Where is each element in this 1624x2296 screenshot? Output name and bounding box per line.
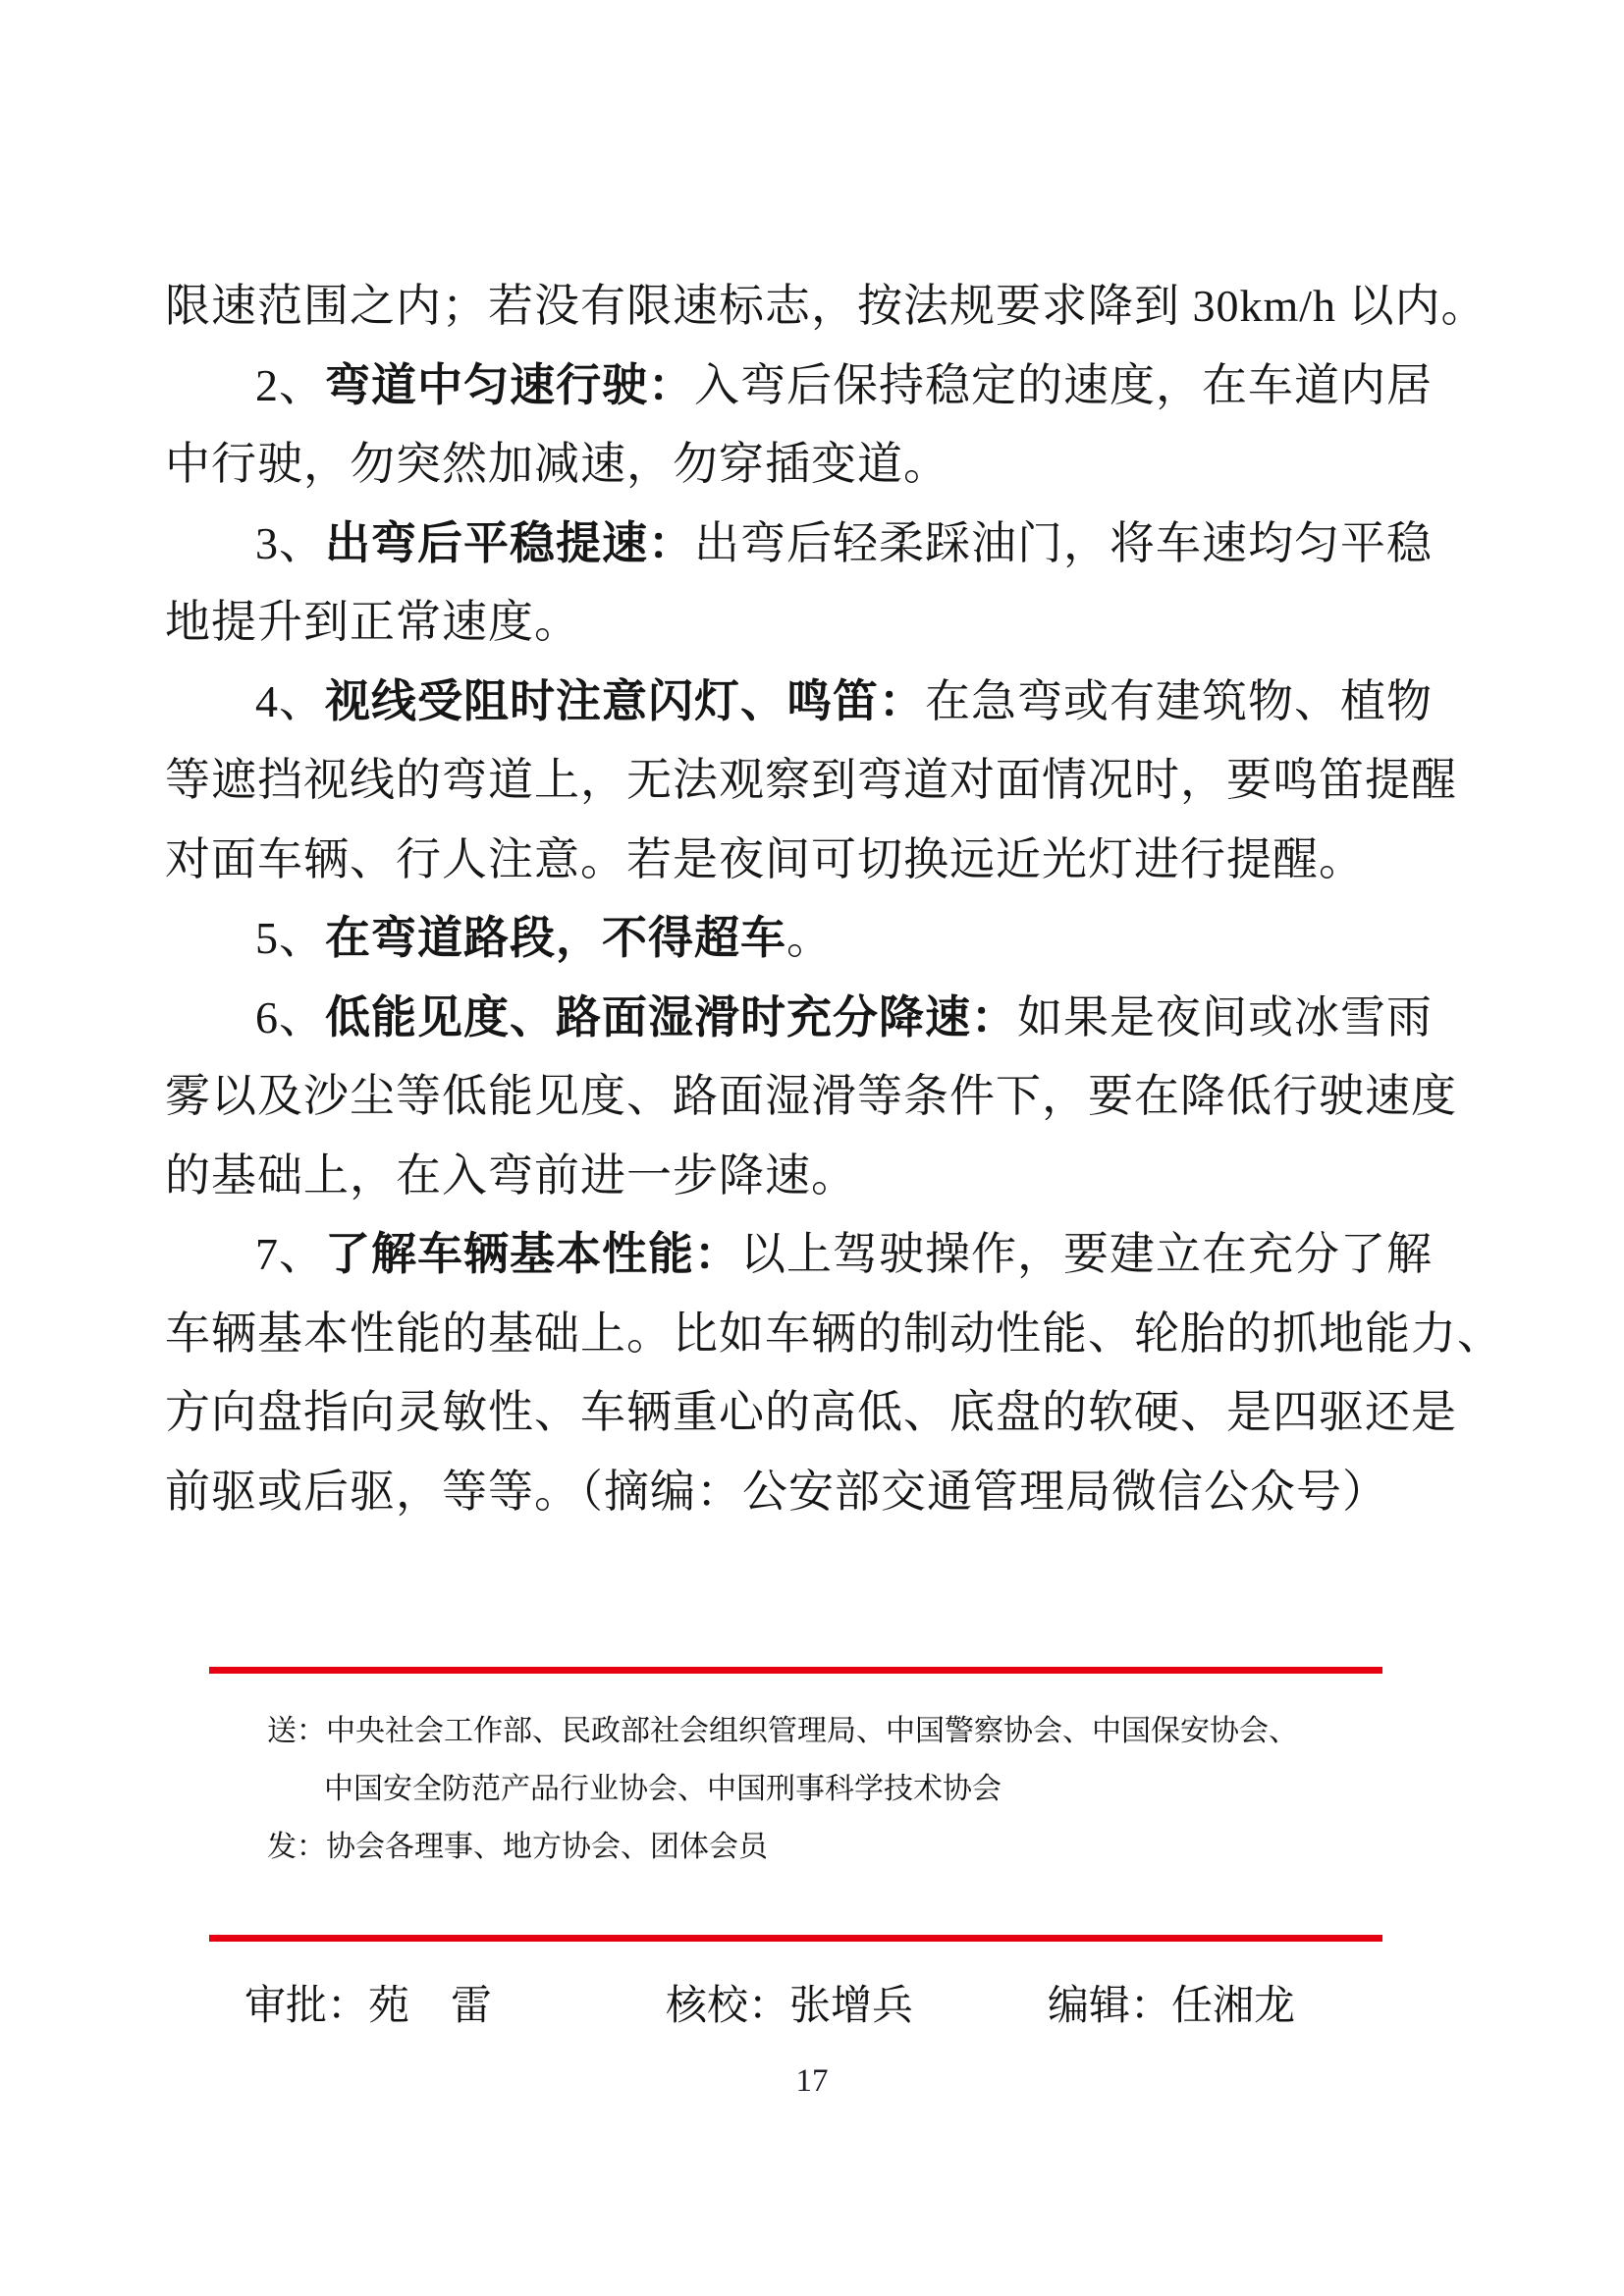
body-line	[165, 663, 1475, 742]
body-segment: 的基础上，在入弯前进一步降速。	[165, 1149, 857, 1201]
signoff-row	[244, 1973, 1501, 2032]
proofreader-label: 核校：	[666, 1982, 790, 2028]
body-line	[165, 347, 1475, 426]
body-segment-bold: 了解车辆基本性能：	[325, 1229, 740, 1279]
song-recipients-1: 中央社会工作部、民政部社会组织管理局、中国警察协会、中国保安协会、	[326, 1715, 1298, 1747]
body-segment-bold: 视线受阻时注意闪灯、鸣笛：	[325, 675, 925, 726]
body-line	[165, 1373, 1475, 1453]
body-line	[165, 505, 1475, 584]
red-divider-bottom	[209, 1935, 1382, 1942]
body-line	[165, 1057, 1475, 1137]
body-segment: 5、	[255, 913, 325, 963]
body-segment: 2、	[255, 359, 325, 410]
body-segment: 以上驾驶操作，要建立在充分了解	[740, 1229, 1433, 1279]
approver-label: 审批：	[244, 1982, 369, 2028]
red-divider-top	[209, 1667, 1382, 1674]
body-segment-bold: 低能见度、路面湿滑时充分降速：	[325, 991, 1017, 1042]
body-line	[165, 1295, 1503, 1374]
approver-name: 苑 雷	[368, 1982, 493, 2028]
body-line	[165, 979, 1475, 1058]
signoff-editor	[1048, 1973, 1295, 2032]
body-line	[165, 741, 1475, 821]
body-line	[165, 899, 1475, 979]
body-line	[165, 1215, 1475, 1295]
body-segment: 4、	[255, 675, 325, 726]
body-segment: 方向盘指向灵敏性、车辆重心的高低、底盘的软硬、是四驱还是	[165, 1387, 1457, 1437]
body-segment: 如果是夜间或冰雪雨	[1017, 991, 1433, 1042]
body-segment-bold: 出弯后平稳提速：	[325, 517, 694, 568]
body-segment: 7、	[255, 1229, 325, 1279]
body-segment: 车辆基本性能的基础上。比如车辆的制动性能、轮胎的抓地能力、	[165, 1308, 1503, 1359]
distribution-song-line	[267, 1702, 1426, 1760]
signoff-proofreader	[666, 1973, 913, 2032]
body-segment: 雾以及沙尘等低能见度、路面湿滑等条件下，要在降低行驶速度	[165, 1071, 1457, 1121]
editor-name: 任湘龙	[1171, 1982, 1296, 2028]
body-line	[165, 821, 1475, 900]
body-segment: 6、	[255, 991, 325, 1042]
page-number: 17	[795, 2063, 829, 2099]
body-text	[165, 267, 1503, 1531]
body-line	[165, 425, 1475, 505]
body-segment: 入弯后保持稳定的速度，在车道内居	[694, 359, 1433, 410]
distribution-block	[267, 1702, 1426, 1876]
editor-label: 编辑：	[1048, 1982, 1172, 2028]
distribution-fa-line	[267, 1818, 1426, 1876]
body-segment-bold: 弯道中匀速行驶：	[325, 359, 694, 410]
body-segment: 3、	[255, 517, 325, 568]
body-segment: 出弯后轻柔踩油门，将车速均匀平稳	[694, 517, 1433, 568]
body-line	[165, 583, 1475, 663]
body-segment: 在急弯或有建筑物、植物	[925, 675, 1433, 726]
body-segment-bold: 在弯道路段，不得超车	[325, 913, 786, 963]
body-segment: 中行驶，勿突然加减速，勿穿插变道。	[165, 439, 949, 489]
body-line	[165, 267, 1488, 347]
body-segment: 。	[786, 913, 833, 963]
fa-recipients: 协会各理事、地方协会、团体会员	[326, 1831, 768, 1863]
body-segment: 限速范围之内；若没有限速标志，按法规要求降到 30km/h 以内。	[165, 281, 1488, 331]
fa-label: 发：	[267, 1831, 326, 1863]
body-segment: 地提升到正常速度。	[165, 597, 580, 647]
song-label: 送：	[267, 1715, 326, 1747]
body-line	[165, 1453, 1475, 1532]
body-segment: 前驱或后驱，等等。（摘编：公安部交通管理局微信公众号）	[165, 1466, 1388, 1517]
body-segment: 等遮挡视线的弯道上，无法观察到弯道对面情况时，要鸣笛提醒	[165, 755, 1457, 805]
signoff-approver	[244, 1973, 492, 2032]
proofreader-name: 张增兵	[789, 1982, 914, 2028]
body-line	[165, 1137, 1475, 1216]
distribution-song-line-2	[267, 1760, 1426, 1818]
song-recipients-2: 中国安全防范产品行业协会、中国刑事科学技术协会	[324, 1773, 1001, 1805]
body-segment: 对面车辆、行人注意。若是夜间可切换远近光灯进行提醒。	[165, 833, 1365, 884]
